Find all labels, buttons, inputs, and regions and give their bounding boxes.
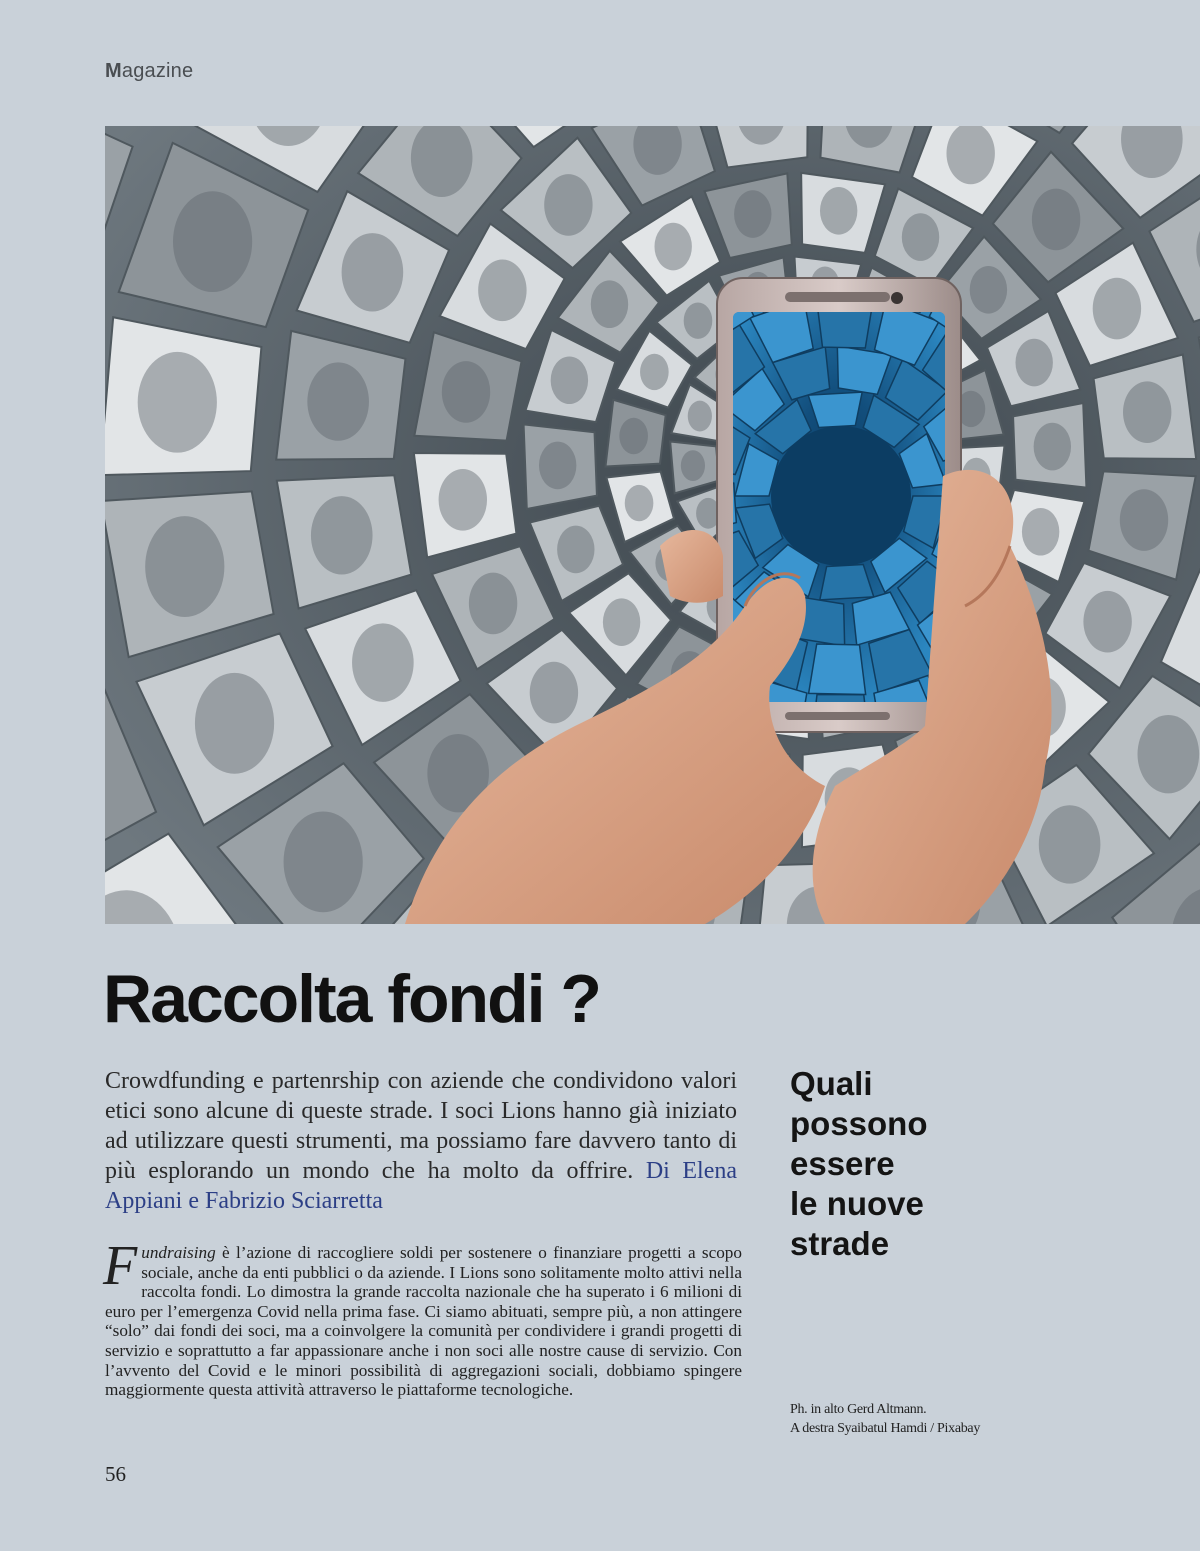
side-heading-line: strade	[790, 1225, 890, 1262]
portrait-face	[195, 673, 274, 774]
section-label	[105, 60, 193, 83]
lead-text: Crowdfunding e partenrship con aziende che condividono valori etici sono alcune di queste strade. I soci Lions hanno già iniziato ad utilizzare questi strumenti, ma possiamo fare davvero tanto di più esplorando un mondo che ha molto da offrire.	[105, 1068, 737, 1184]
portrait-face	[1123, 381, 1171, 443]
photo-credit-line: Ph. in alto Gerd Altmann.	[790, 1402, 927, 1417]
body-paragraph: è l’azione di raccogliere soldi per sostenere o finanziare progetti a scopo sociale, anche da enti pubblici o da aziende. I Lions sono solitamente molto attivi nella raccolta fondi. Lo dimostra la grande raccolta nazionale che ha superato i 6 milioni di euro per l’emergenza Covid nella prima fase. Ci siamo abituati, sempre più, a non attingere “solo” dai fondi dei soci, ma a coinvolgere la comunità per condividere i grandi progetti di servizio e soprattutto a far appassionare anche i non soci alle nostre cause di servizio. Con l’avvento del Covid e le minori possibilità di aggregazioni sociali, dobbiamo spingere maggiormente questa attività attraverso le piattaforme tecnologiche.	[105, 1243, 742, 1400]
portrait-face	[681, 450, 705, 481]
portrait-face	[625, 485, 654, 521]
portrait-face	[1083, 591, 1131, 653]
screen-photo-tile	[809, 644, 866, 694]
portrait-face	[478, 260, 526, 322]
portrait-face	[138, 352, 217, 453]
page-number: 56	[105, 1462, 126, 1486]
side-heading	[790, 1064, 1020, 1264]
portrait-face	[1138, 715, 1200, 793]
byline: Di Elena Appiani e Fabrizio Sciarretta	[105, 1158, 738, 1214]
section-label-rest: agazine	[121, 60, 194, 82]
portrait-face	[640, 354, 669, 390]
photo-credit-line: A destra Syaibatul Hamdi / Pixabay	[790, 1421, 981, 1436]
portrait-face	[603, 598, 640, 646]
portrait-face	[544, 174, 592, 236]
portrait-face	[654, 223, 691, 271]
portrait-face	[902, 213, 939, 261]
photo-credits	[790, 1400, 1120, 1438]
portrait-face	[530, 662, 578, 724]
portrait-face	[557, 526, 594, 574]
portrait-face	[734, 190, 771, 238]
section-label-initial: M	[105, 60, 122, 82]
portrait-face	[619, 418, 648, 454]
body-first-word: undraising	[141, 1243, 216, 1262]
portrait-face	[439, 469, 487, 531]
portrait-face	[970, 266, 1007, 314]
portrait-face	[1022, 508, 1059, 556]
portrait-face	[688, 401, 712, 432]
portrait-face	[469, 573, 517, 635]
portrait-face	[311, 496, 373, 574]
side-heading-line: Quali	[790, 1065, 873, 1102]
portrait-face	[145, 516, 224, 617]
portrait-face	[684, 303, 713, 339]
portrait-face	[307, 362, 369, 440]
portrait-face	[820, 187, 857, 235]
screen-center	[771, 426, 911, 566]
portrait-face	[1032, 189, 1080, 251]
portrait-face	[352, 623, 414, 701]
article-lead	[105, 1066, 737, 1216]
side-heading-line: essere	[790, 1145, 895, 1182]
portrait-face	[1039, 805, 1101, 883]
article-title: Raccolta fondi ?	[103, 961, 600, 1037]
portrait-face	[1120, 489, 1168, 551]
portrait-face	[173, 191, 252, 292]
hero-image	[105, 126, 1200, 924]
portrait-face	[284, 811, 363, 912]
side-heading-line: possono	[790, 1105, 928, 1142]
portrait-face	[1034, 423, 1071, 471]
hero-illustration	[105, 126, 1200, 924]
portrait-face	[591, 280, 628, 328]
portrait-face	[539, 442, 576, 490]
article-body	[103, 1235, 742, 1400]
portrait-face	[1015, 339, 1052, 387]
screen-photo-tile	[820, 564, 874, 599]
portrait-face	[1093, 278, 1141, 340]
side-heading-line: le nuove	[790, 1185, 924, 1222]
portrait-face	[442, 361, 490, 423]
portrait-face	[551, 356, 588, 404]
portrait-face	[342, 233, 404, 311]
screen-photo-tile	[808, 392, 862, 427]
drop-cap: F	[103, 1235, 138, 1297]
